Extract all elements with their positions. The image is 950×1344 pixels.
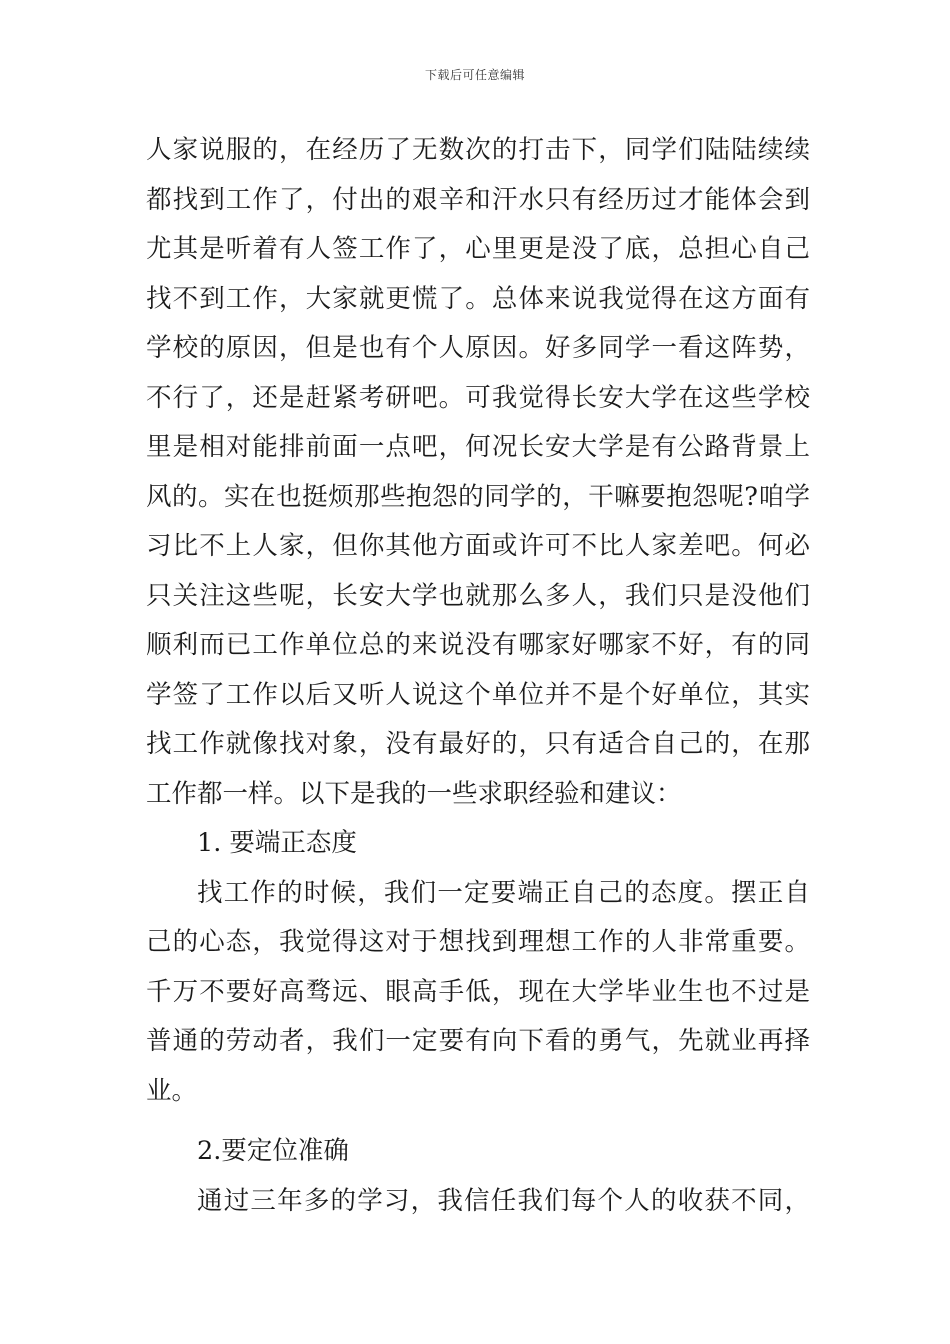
section-heading-1: 1. 要端正态度 [197,828,357,858]
text-line: 千万不要好高骛远、眼高手低，现在大学毕业生也不过是 [146,976,810,1007]
document-body [146,126,810,1226]
text-line: 找工作就像找对象，没有最好的，只有适合自己的，在那 [146,729,810,759]
text-line: 找工作的时候，我们一定要端正自己的态度。摆正自 [197,877,810,908]
text-line: 人家说服的，在经历了无数次的打击下，同学们陆陆续续 [146,135,810,165]
text-line: 习比不上人家，但你其他方面或许可不比人家差吧。何必 [146,531,810,561]
text-line: 通过三年多的学习，我信任我们每个人的收获不同， [197,1185,810,1216]
text-line: 普通的劳动者，我们一定要有向下看的勇气，先就业再择 [146,1026,810,1056]
text-line: 工作都一样。以下是我的一些求职经验和建议： [146,778,682,809]
text-line: 学签了工作以后又听人说这个单位并不是个好单位，其实 [146,679,810,710]
text-line: 学校的原因，但是也有个人原因。好多同学一看这阵势， [146,333,810,363]
paragraph-2 [146,869,810,1117]
text-line: 尤其是听着有人签工作了，心里更是没了底，总担心自己 [146,234,810,264]
text-line: 都找到工作了，付出的艰辛和汗水只有经历过才能体会到 [146,184,810,215]
text-line: 己的心态，我觉得这对于想找到理想工作的人非常重要。 [146,927,810,957]
section-heading-2: 2.要定位准确 [197,1136,349,1166]
page-header-note: 下载后可任意编辑 [424,68,525,82]
text-line: 顺利而已工作单位总的来说没有哪家好哪家不好，有的同 [146,630,810,660]
text-line: 只关注这些呢，长安大学也就那么多人，我们只是没他们 [146,580,810,611]
text-line: 业。 [146,1075,198,1106]
text-line: 风的。实在也挺烦那些抱怨的同学的，干嘛要抱怨呢?咱学 [146,481,810,512]
text-line: 找不到工作，大家就更慌了。总体来说我觉得在这方面有 [146,283,810,314]
paragraph-spacer [146,1116,810,1127]
paragraph-3 [146,1177,810,1227]
paragraph-1 [146,126,810,819]
text-line: 不行了，还是赶紧考研吧。可我觉得长安大学在这些学校 [146,382,810,413]
text-line: 里是相对能排前面一点吧，何况长安大学是有公路背景上 [146,432,810,462]
